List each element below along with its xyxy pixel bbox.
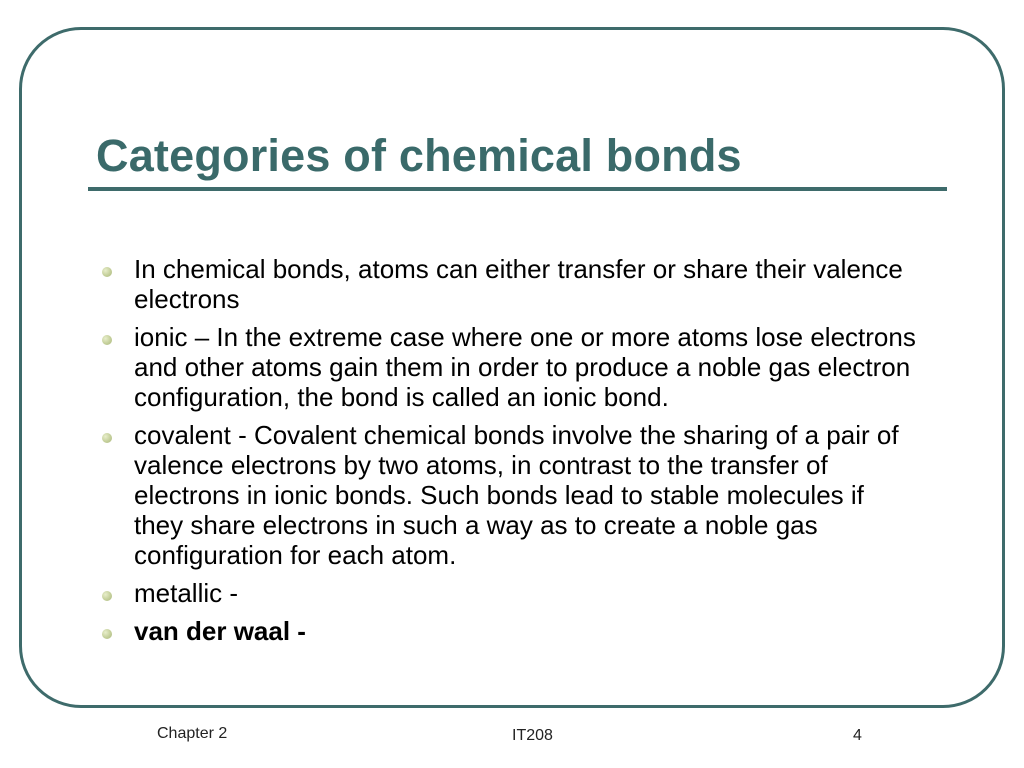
bullet-item [96,616,916,646]
bullet-text: covalent - Covalent chemical bonds involve the sharing of a pair of valence electrons by two atoms, in contrast to the transfer of electrons in ionic bonds. Such bonds lead to stable molecules if they share electrons in such a way as to create a noble gas configuration for each atom. [134,420,899,570]
bullet-text: van der waal - [134,616,306,646]
footer-course: IT208 [512,727,553,744]
bullet-dot-icon [102,629,112,639]
bullet-text: ionic – In the extreme case where one or more atoms lose electrons and other atoms gain them in order to produce a noble gas electron configuration, the bond is called an ionic bond. [134,322,916,412]
footer-chapter: Chapter 2 [157,725,228,742]
bullet-list [96,254,916,654]
bullet-dot-icon [102,267,112,277]
bullet-dot-icon [102,433,112,443]
bullet-item [96,420,916,570]
bullet-text: In chemical bonds, atoms can either transfer or share their valence electrons [134,254,903,314]
bullet-item [96,254,916,314]
bullet-dot-icon [102,591,112,601]
bullet-dot-icon [102,335,112,345]
title-divider [88,187,947,191]
slide-title: Categories of chemical bonds [96,130,742,181]
bullet-item [96,322,916,412]
footer-page-number: 4 [853,727,862,744]
bullet-text: metallic - [134,578,239,608]
bullet-item [96,578,916,608]
